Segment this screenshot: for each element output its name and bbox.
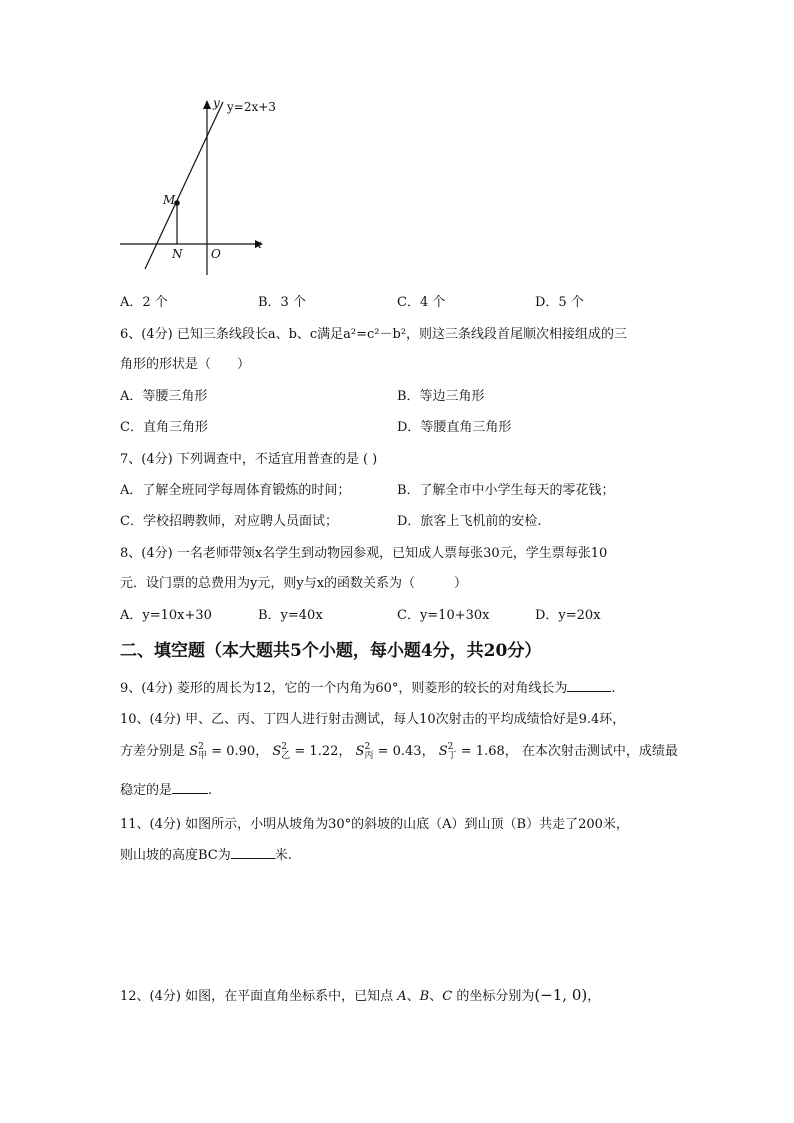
variance-symbol: S: [189, 744, 199, 759]
sub-yi: 乙: [281, 750, 291, 761]
q12-mid: 的坐标分别为: [456, 989, 535, 1004]
section-2-heading: 二、填空题（本大题共5个小题，每小题4分，共20分）: [120, 641, 542, 661]
q8-option-d: D．y=20x: [535, 608, 601, 623]
point-n-label: N: [172, 247, 183, 261]
variance-formula: [364, 743, 373, 761]
sub-jia: 甲: [198, 750, 208, 761]
y-axis-arrow-icon: [203, 100, 211, 109]
x-axis-label: x: [255, 237, 262, 251]
origin-label: O: [211, 247, 221, 261]
variance-symbol: S: [355, 744, 365, 759]
q5-option-a: A．2 个: [120, 295, 168, 310]
q10-prefix: 方差分别是: [120, 744, 186, 759]
variance-formula: [198, 743, 207, 761]
point-b: B: [419, 989, 430, 1004]
q7-option-b: B．了解全市中小学生每天的零花钱；: [397, 483, 615, 498]
q9-text: 9、(4分) 菱形的周长为12，它的一个内角为60°，则菱形的较长的对角线长为: [120, 681, 568, 696]
q10-line3: [120, 779, 212, 798]
q6-line1: 6、(4分) 已知三条线段长a、b、c满足a²=c²－b²，则这三条线段首尾顺次相接组成的三: [120, 327, 628, 342]
q5-option-c: C．4 个: [397, 295, 446, 310]
sub-ding: 丁: [447, 750, 457, 761]
variance-symbol: S: [272, 744, 282, 759]
q10-value-4: = 1.68，: [460, 744, 518, 759]
sup: 2: [364, 741, 371, 752]
q7-option-a: A．了解全班同学每周体育锻炼的时间；: [120, 483, 351, 498]
q7-line1: 7、(4分) 下列调查中，不适宜用普查的是 ( ): [120, 452, 378, 467]
q12-end: ，: [587, 989, 601, 1004]
q11-line1: 11、(4分) 如图所示，小明从坡角为30°的斜坡的山底（A）到山顶（B）共走了200米，: [120, 817, 629, 832]
q8-option-c: C．y=10+30x: [397, 608, 490, 623]
q10-line2: [120, 740, 678, 761]
sup: 2: [447, 741, 454, 752]
q10-value-1: = 0.90，: [211, 744, 269, 759]
equation-label: y=2x+3: [227, 100, 276, 114]
line-graph-figure: [115, 95, 285, 280]
sep: 、: [406, 989, 420, 1004]
q11-blank: [231, 846, 275, 859]
point-c: C: [442, 989, 453, 1004]
sep: 、: [429, 989, 443, 1004]
q11-line2a: 则山坡的高度BC为: [120, 848, 231, 863]
q11-line2b: 米.: [274, 848, 292, 863]
q9-blank: [567, 679, 611, 692]
q7-option-d: D．旅客上飞机前的安检.: [397, 514, 542, 529]
q8-option-b: B．y=40x: [258, 608, 323, 623]
variance-formula: [281, 743, 290, 761]
variance-formula: [448, 743, 457, 761]
q12-text: 12、(4分) 如图，在平面直角坐标系中，已知点: [120, 989, 394, 1004]
q6-option-d: D．等腰直角三角形: [397, 420, 512, 435]
q8-line2: 元．设门票的总费用为y元，则y与x的函数关系为（ ）: [120, 576, 468, 591]
q9-text-row: [120, 677, 616, 696]
q8-line1: 8、(4分) 一名老师带领x名学生到动物园参观，已知成人票每张30元，学生票每张10: [120, 546, 608, 561]
q10-value-3: = 0.43，: [377, 744, 435, 759]
q12-line1: [120, 985, 600, 1004]
q9-end: .: [611, 681, 616, 696]
point-a: A: [397, 989, 407, 1004]
q5-option-d: D．5 个: [535, 295, 584, 310]
sup: 2: [281, 741, 287, 752]
q11-line2: [120, 844, 292, 863]
q10-line3-end: .: [208, 783, 213, 798]
q6-option-a: A．等腰三角形: [120, 389, 208, 404]
variance-symbol: S: [438, 744, 448, 759]
q8-option-a: A．y=10x+30: [120, 608, 212, 623]
q10-value-2: = 1.22，: [294, 744, 352, 759]
q6-line2: 角形的形状是（ ）: [120, 357, 251, 372]
q10-line1: 10、(4分) 甲、乙、丙、丁四人进行射击测试，每人10次射击的平均成绩恰好是9.4环，: [120, 712, 626, 727]
q12-coord: (−1, 0): [534, 986, 588, 1004]
q6-option-c: C．直角三角形: [120, 420, 208, 435]
q10-line3-text: 稳定的是: [120, 783, 173, 798]
q7-option-c: C．学校招聘教师，对应聘人员面试；: [120, 514, 338, 529]
q10-blank: [172, 781, 208, 794]
sup: 2: [198, 741, 204, 752]
sub-bing: 丙: [364, 750, 374, 761]
q5-option-b: B．3 个: [258, 295, 306, 310]
q6-option-b: B．等边三角形: [397, 389, 485, 404]
q10-suffix: 在本次射击测试中，成绩最: [521, 744, 678, 759]
point-m-label: M: [163, 193, 176, 207]
y-axis-label: y: [213, 96, 220, 110]
